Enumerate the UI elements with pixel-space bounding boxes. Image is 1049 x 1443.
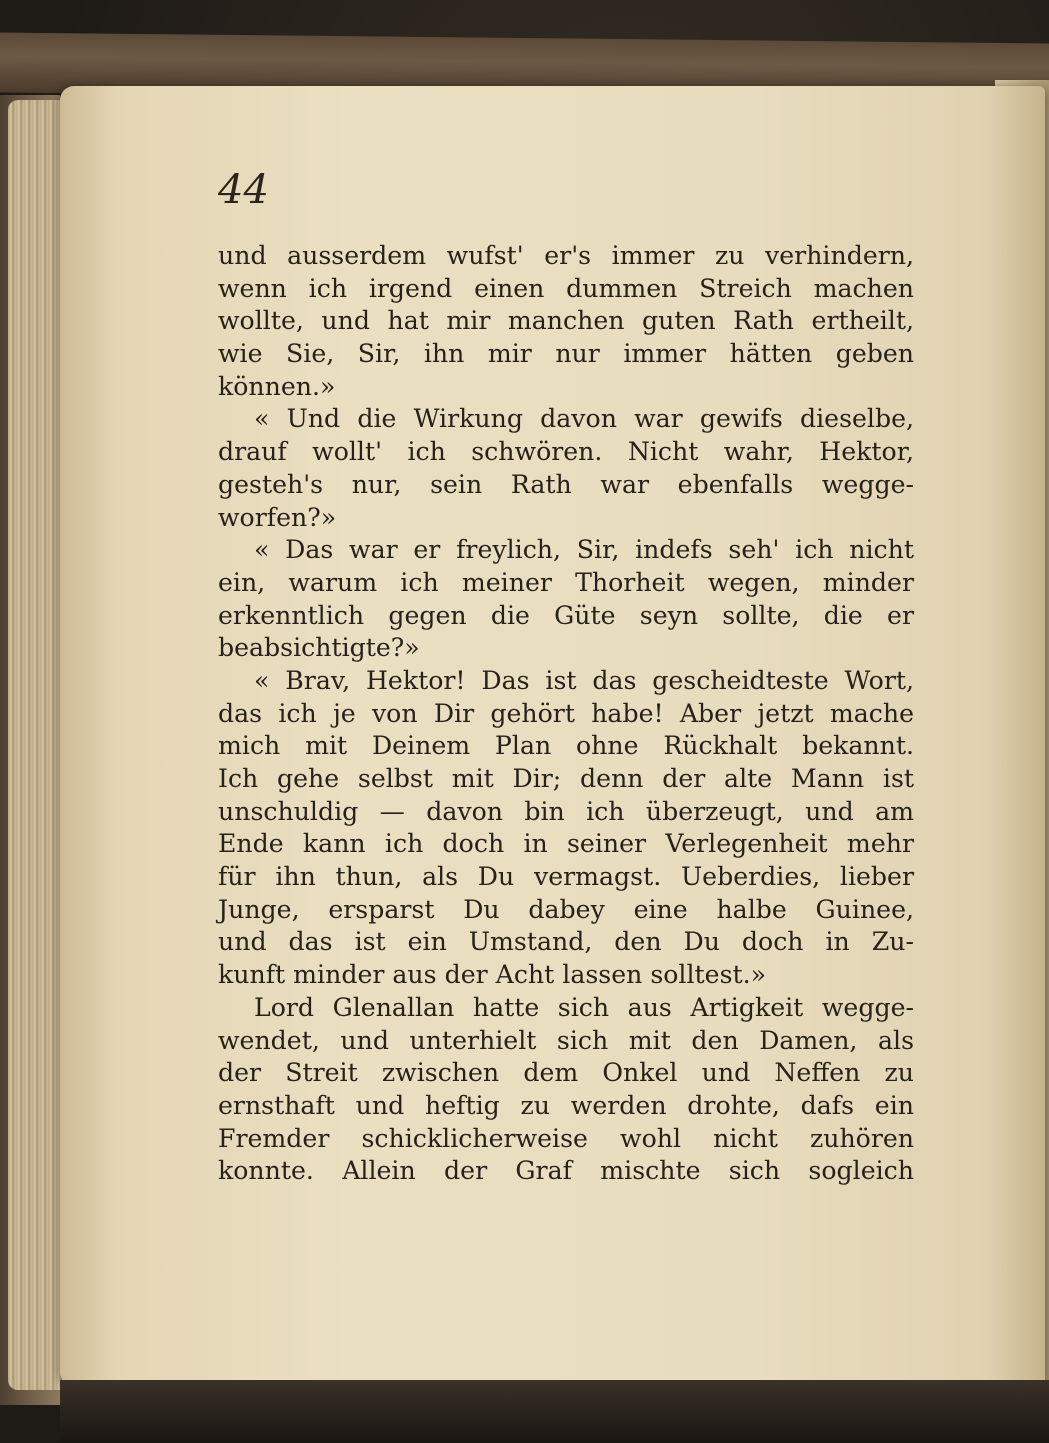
text-line: Lord Glenallan hatte sich aus Artigkeit wegge-: [254, 992, 914, 1022]
text-line: wie Sie, Sir, ihn mir nur immer hätten geben: [218, 339, 914, 369]
text-line: Ich gehe selbst mit Dir; denn der alte Mann ist: [218, 764, 914, 793]
book-bottom-edge: [60, 1380, 1049, 1443]
text-line: können.»: [218, 371, 336, 401]
text-line: und das ist ein Umstand, den Du doch in Zu-: [218, 927, 914, 957]
page-number: 44: [218, 167, 269, 213]
text-line: kunft minder aus der Acht lassen solltest.»: [218, 960, 767, 990]
page-text: [218, 240, 914, 1188]
text-line: konnte. Allein der Graf mischte sich sogleich: [218, 1156, 914, 1186]
text-line: Fremder schicklicherweise wohl nicht zuhören: [218, 1123, 914, 1153]
text-line: Ende kann ich doch in seiner Verlegenheit mehr: [218, 829, 914, 859]
text-line: ernsthaft und heftig zu werden drohte, dafs ein: [218, 1090, 914, 1120]
text-line: ein, warum ich meiner Thorheit wegen, minder: [218, 567, 914, 597]
text-line: und ausserdem wufst' er's immer zu verhindern,: [218, 241, 914, 270]
text-line: « Brav, Hektor! Das ist das gescheidteste Wort,: [254, 665, 914, 695]
text-line: wollte, und hat mir manchen guten Rath ertheilt,: [218, 306, 914, 336]
text-line: worfen?»: [218, 502, 337, 532]
text-line: beabsichtigte?»: [218, 633, 420, 663]
text-line: für ihn thun, als Du vermagst. Ueberdies, lieber: [218, 862, 914, 892]
text-line: « Und die Wirkung davon war gewifs dieselbe,: [254, 404, 914, 434]
text-line: unschuldig — davon bin ich überzeugt, und am: [218, 796, 914, 826]
text-line: erkenntlich gegen die Güte seyn sollte, die er: [218, 600, 914, 630]
text-line: mich mit Deinem Plan ohne Rückhalt bekannt.: [218, 731, 914, 761]
text-line: der Streit zwischen dem Onkel und Neffen zu: [218, 1058, 914, 1088]
text-line: das ich je von Dir gehört habe! Aber jetzt mache: [218, 698, 914, 728]
text-line: drauf wollt' ich schwören. Nicht wahr, Hektor,: [218, 437, 914, 467]
text-line: wenn ich irgend einen dummen Streich machen: [218, 273, 914, 303]
text-line: gesteh's nur, sein Rath war ebenfalls wegge-: [218, 469, 914, 499]
text-line: Junge, ersparst Du dabey eine halbe Guinee,: [218, 894, 914, 924]
text-line: wendet, und unterhielt sich mit den Damen, als: [218, 1025, 914, 1055]
text-line: « Das war er freylich, Sir, indefs seh' ich nicht: [254, 535, 914, 565]
